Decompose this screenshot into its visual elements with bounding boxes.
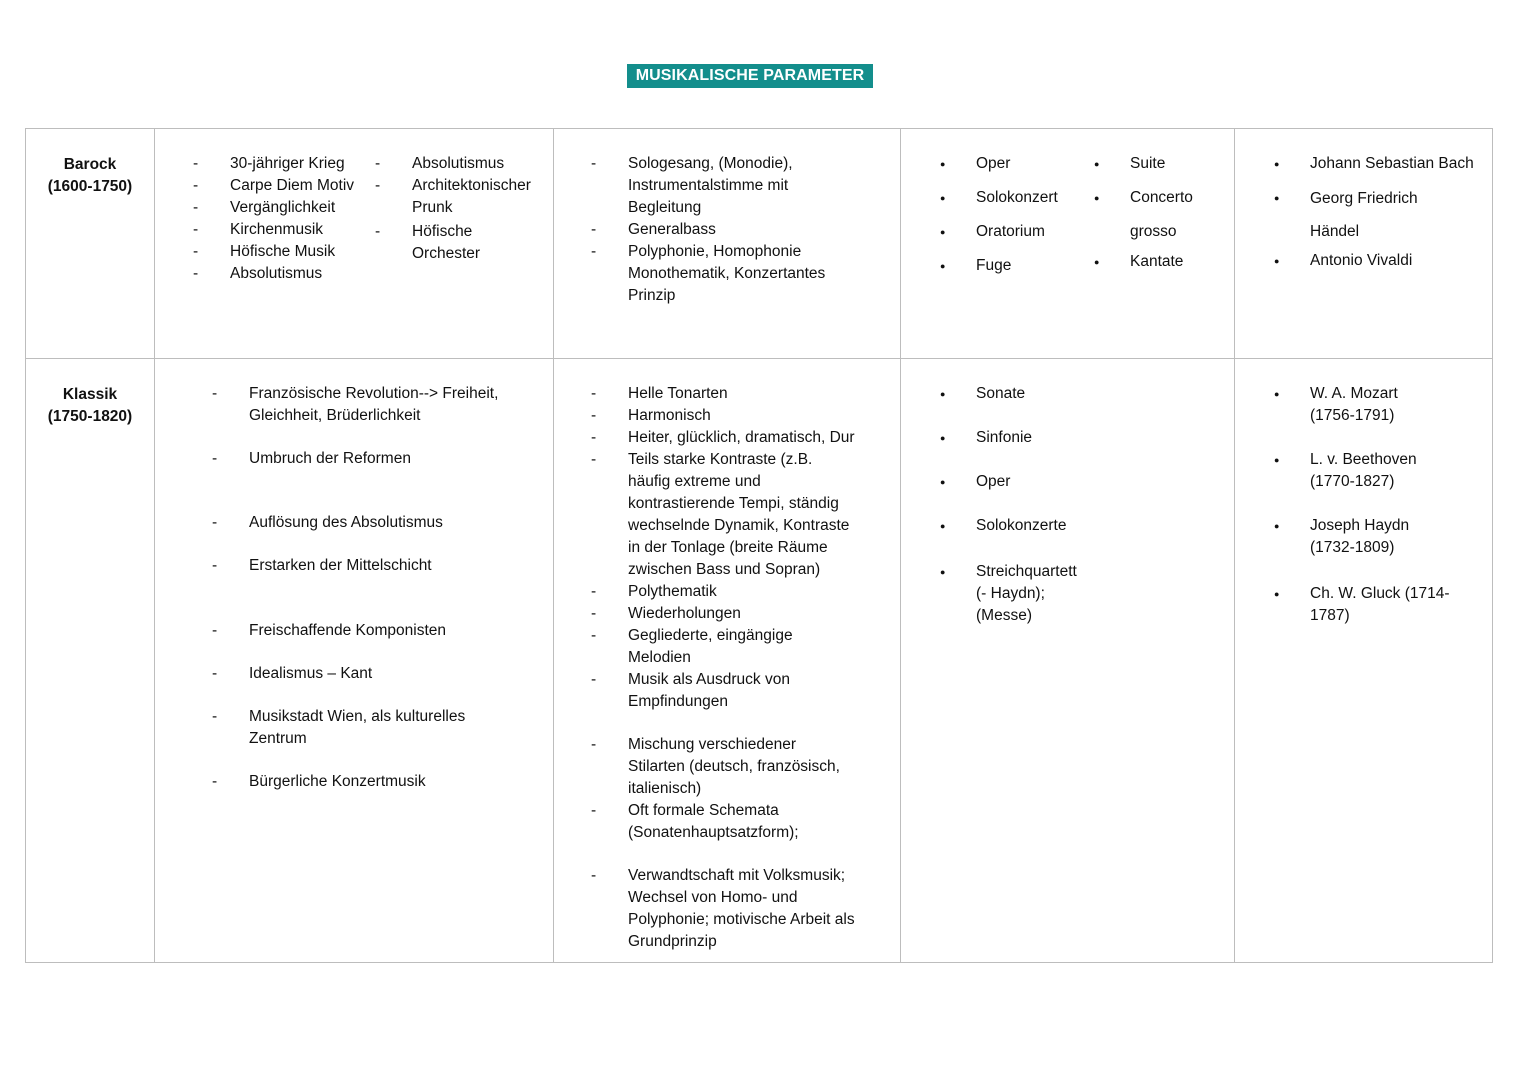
table-row-barock xyxy=(26,129,1493,359)
list-item: ● Antonio Vivaldi xyxy=(1270,250,1485,272)
list-item: - Helle Tonarten xyxy=(588,383,856,405)
forms-list-b xyxy=(1090,153,1230,273)
list-item: - Erstarken der Mittelschicht xyxy=(209,555,509,577)
list-item: - Bürgerliche Konzertmusik xyxy=(209,771,509,793)
list-item: ● Oratorium xyxy=(936,221,1096,243)
list-item: - Wiederholungen xyxy=(588,603,856,625)
list-item: ● Streichquartett (- Haydn); (Messe) xyxy=(936,561,1086,627)
list-item: - Vergänglichkeit xyxy=(190,197,370,219)
list-item: - Heiter, glücklich, dramatisch, Dur xyxy=(588,427,856,449)
list-item: ● Johann Sebastian Bach xyxy=(1270,153,1485,175)
features-cell-klassik xyxy=(554,359,901,963)
list-item: ● Oper xyxy=(936,153,1096,175)
list-item: - Höfische Orchester xyxy=(372,221,492,265)
list-item: - Oft formale Schemata (Sonatenhauptsatzform); xyxy=(588,800,856,844)
list-item: ● W. A. Mozart (1756-1791) xyxy=(1270,383,1420,427)
list-item: - Polythematik xyxy=(588,581,856,603)
list-item: - Freischaffende Komponisten xyxy=(209,620,509,642)
forms-cell-barock xyxy=(901,129,1235,359)
list-item: ● Georg Friedrich Händel xyxy=(1270,182,1450,248)
list-item: - Musik als Ausdruck von Empfindungen xyxy=(588,669,823,713)
list-item: - Teils starke Kontraste (z.B. häufig extreme und kontrastierende Tempi, ständig wechselnde Dynamik, Kontraste in der Tonlage (breite Räume zwischen Bass und Sopran) xyxy=(588,449,856,581)
list-item: - Polyphonie, Homophonie Monothematik, Konzertantes Prinzip xyxy=(588,241,850,307)
list-item: ● Sonate xyxy=(936,383,1086,405)
list-item: ● Fuge xyxy=(936,255,1096,277)
list-item: - Musikstadt Wien, als kulturelles Zentrum xyxy=(209,706,499,750)
forms-list-a xyxy=(936,153,1096,277)
list-item: ● Kantate xyxy=(1090,251,1230,273)
forms-cell-klassik xyxy=(901,359,1235,963)
list-item: ● L. v. Beethoven (1770-1827) xyxy=(1270,449,1440,493)
history-cell-klassik xyxy=(155,359,554,963)
era-years: (1750-1820) xyxy=(47,408,133,425)
list-item: - Auflösung des Absolutismus xyxy=(209,512,509,534)
page-title: MUSIKALISCHE PARAMETER xyxy=(627,64,873,88)
list-item: - Mischung verschiedener Stilarten (deutsch, französisch, italienisch) xyxy=(588,734,856,800)
features-list xyxy=(588,383,856,953)
history-cell-barock xyxy=(155,129,554,359)
list-item: - Carpe Diem Motiv xyxy=(190,175,370,197)
table-row-klassik xyxy=(26,359,1493,963)
history-list-a xyxy=(190,153,370,285)
list-item: ● Solokonzert xyxy=(936,187,1096,209)
composers-cell-barock xyxy=(1235,129,1493,359)
list-item: - Umbruch der Reformen xyxy=(209,448,509,470)
era-cell-barock xyxy=(26,129,155,359)
list-item: ● Suite xyxy=(1090,153,1230,175)
list-item: - Sologesang, (Monodie), Instrumentalstimme mit Begleitung xyxy=(588,153,850,219)
list-item: ● Oper xyxy=(936,471,1086,493)
forms-list xyxy=(936,383,1086,627)
era-years: (1600-1750) xyxy=(47,178,133,195)
composers-list xyxy=(1270,153,1485,272)
list-item: ● Joseph Haydn (1732-1809) xyxy=(1270,515,1425,559)
list-item: - Kirchenmusik xyxy=(190,219,370,241)
list-item: ● Concerto grosso xyxy=(1090,181,1202,249)
list-item: ● Solokonzerte xyxy=(936,515,1086,537)
era-name: Klassik xyxy=(62,386,118,403)
list-item: - Französische Revolution--> Freiheit, Gleichheit, Brüderlichkeit xyxy=(209,383,509,427)
history-list xyxy=(209,383,509,793)
list-item: ● Sinfonie xyxy=(936,427,1086,449)
era-name: Barock xyxy=(63,156,117,173)
features-list xyxy=(588,153,850,307)
list-item: - Idealismus – Kant xyxy=(209,663,509,685)
list-item: - Architektonischer Prunk xyxy=(372,175,544,219)
list-item: ● Ch. W. Gluck (1714-1787) xyxy=(1270,583,1465,627)
list-item: - Generalbass xyxy=(588,219,850,241)
list-item: - Verwandtschaft mit Volksmusik; Wechsel von Homo- und Polyphonie; motivische Arbeit als Grundprinzip xyxy=(588,865,880,953)
list-item: - 30-jähriger Krieg xyxy=(190,153,370,175)
era-cell-klassik xyxy=(26,359,155,963)
list-item: - Gegliederte, eingängige Melodien xyxy=(588,625,856,669)
composers-cell-klassik xyxy=(1235,359,1493,963)
list-item: - Absolutismus xyxy=(372,153,552,175)
list-item: - Harmonisch xyxy=(588,405,856,427)
features-cell-barock xyxy=(554,129,901,359)
list-item: - Absolutismus xyxy=(190,263,370,285)
composers-list xyxy=(1270,383,1455,627)
music-parameters-table xyxy=(25,128,1493,963)
list-item: - Höfische Musik xyxy=(190,241,370,263)
history-list-b xyxy=(372,153,552,265)
